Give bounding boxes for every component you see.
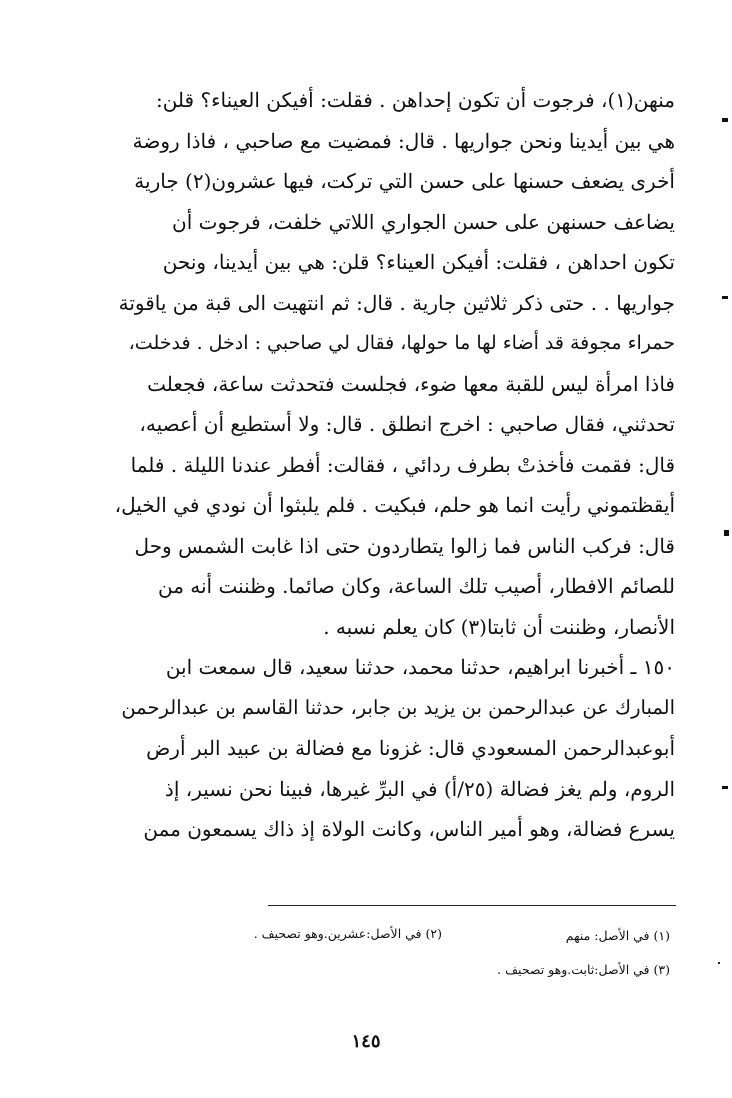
- text-line: أخرى يضعف حسنها على حسن التي تركت، فيها عشرون(٢) جارية: [134, 169, 675, 193]
- main-text-block: [115, 80, 675, 850]
- margin-mark: [722, 118, 728, 122]
- text-line: الأنصار، وظننت أن ثابتا(٣) كان يعلم نسبه .: [323, 614, 675, 639]
- margin-mark: [722, 296, 728, 299]
- text-line: قال: فقمت فأخذتْ بطرف ردائي ، فقالت: أفطر عندنا الليلة . فلما: [130, 452, 675, 477]
- text-line: يضاعف حسنهن على حسن الجواري اللاتي خلفت، فرجوت أن: [172, 209, 675, 234]
- footnote-2: (٢) في الأصل:عشرين.وهو تصحيف .: [253, 926, 442, 941]
- text-line: فاذا امرأة ليس للقبة معها ضوء، فجلست فتحدثت ساعة، فجعلت: [147, 371, 675, 396]
- page-number: ١٤٥: [351, 1031, 381, 1052]
- text-line: تكون احداهن ، فقلت: أفيكن العيناء؟ قلن: هي بين أيدينا، ونحن: [162, 250, 675, 274]
- text-line: يسرع فضالة، وهو أمير الناس، وكانت الولاة إذ ذاك يسمعون ممن: [143, 817, 675, 841]
- text-line: حمراء مجوفة قد أضاء لها ما حولها، فقال لي صاحبي : ادخل . فدخلت،: [128, 332, 675, 354]
- scan-speck: [718, 962, 720, 964]
- hadith-start-line: ١٥٠ ـ أخبرنا ابراهيم، حدثنا محمد، حدثنا سعيد، قال سمعت ابن: [165, 655, 675, 679]
- text-line: أيقظتموني رأيت انما هو حلم، فبكيت . فلم يلبثوا أن نودي في الخيل،: [115, 493, 675, 517]
- text-line: المبارك عن عبدالرحمن بن يزيد بن جابر، حدثنا القاسم بن عبدالرحمن: [121, 695, 675, 719]
- text-line: جواريها . . حتى ذكر ثلاثين جارية . قال: ثم انتهيت الى قبة من ياقوتة: [118, 290, 675, 315]
- footnote-3: (٣) في الأصل:ثابت.وهو تصحيف .: [497, 962, 670, 977]
- margin-mark: [722, 786, 728, 789]
- text-line: للصائم الافطار، أصيب تلك الساعة، وكان صائما. وظننت أنه من: [157, 574, 675, 598]
- footnote-1: (١) في الأصل: منهم: [565, 928, 670, 943]
- text-line: أبوعبدالرحمن المسعودي قال: غزونا مع فضالة بن عبيد البر أرض: [146, 736, 675, 760]
- footnote-divider: [268, 905, 676, 906]
- text-line: الروم، ولم يغز فضالة (٢٥/أ) في البرِّ غيرها، فبينا نحن نسير، إذ: [164, 776, 675, 801]
- text-line: تحدثني، فقال صاحبي : اخرج انطلق . قال: ولا أستطيع أن أعصيه،: [139, 412, 675, 436]
- text-line: منهن(١)، فرجوت أن تكون إحداهن . فقلت: أفيكن العيناء؟ قلن:: [155, 88, 675, 112]
- margin-mark: [724, 530, 729, 536]
- text-line: قال: فركب الناس فما زالوا يتطاردون حتى اذا غابت الشمس وحل: [134, 533, 675, 558]
- text-line: هي بين أيدينا ونحن جواريها . قال: فمضيت مع صاحبي ، فاذا روضة: [132, 128, 675, 153]
